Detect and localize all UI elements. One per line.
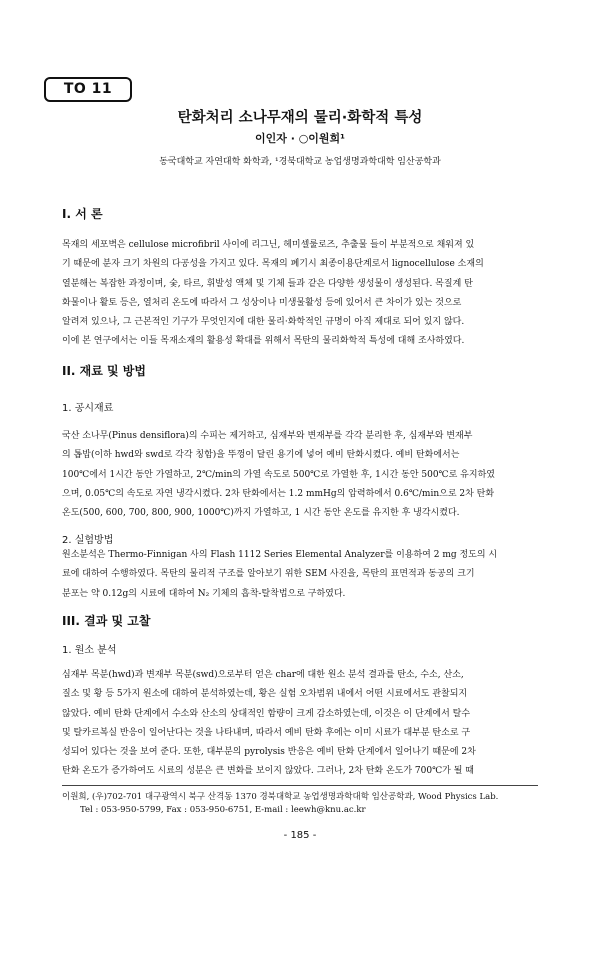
section-heading-methods: II. 재료 및 방법	[62, 364, 146, 378]
elemental-analysis-paragraph	[62, 666, 540, 782]
paragraph-line: 목재의 세포벽은 cellulose microfibril 사이에 리그닌, 헤미셀룰로즈, 추출물 들이 부분적으로 채워져 있	[62, 240, 475, 250]
paragraph-line: 성되어 있다는 것을 보여 준다. 또한, 대부분의 pyrolysis 반응은 예비 탄화 단계에서 일어나기 때문에 2차	[62, 747, 476, 758]
materials-paragraph	[62, 427, 540, 523]
paragraph-line: 않았다. 예비 탄화 단계에서 수소와 산소의 상대적인 함량이 크게 감소하였는데, 이것은 이 단계에서 탈수	[62, 708, 471, 719]
paragraph-line: 및 탈카르복실 반응이 일어난다는 것을 나타내며, 따라서 예비 탄화 후에는 이미 시료가 대부분 탄소로 구	[62, 727, 471, 738]
paragraph-line: 100℃에서 1시간 동안 가열하고, 2℃/min의 가열 속도로 500℃로 가열한 후, 1시간 동안 500℃로 유지하였	[62, 469, 495, 480]
subsection-heading-experimental-methods: 2. 실험방법	[62, 535, 114, 546]
introduction-paragraph	[62, 236, 540, 352]
paragraph-line: 화물이나 활토 등은, 열처리 온도에 따라서 그 성상이나 미생물활성 등에 있어서 큰 차이가 있는 것으로	[62, 297, 462, 308]
footnote-contact: Tel : 053-950-5799, Fax : 053-950-6751, E-mail : leewh@knu.ac.kr	[80, 805, 366, 815]
paragraph-line: 료에 대하여 수행하였다. 목탄의 물리적 구조를 알아보기 위한 SEM 사진을, 목탄의 표면적과 동공의 크기	[62, 569, 475, 580]
experimental-methods-paragraph	[62, 546, 540, 604]
paragraph-line: 이에 본 연구에서는 이들 목재소재의 활용성 확대를 위해서 목탄의 물리화학적 특성에 대해 조사하였다.	[62, 336, 465, 347]
paragraph-line: 국산 소나무(Pinus densiflora)의 수피는 제거하고, 심재부와 변재부를 각각 분리한 후, 심재부와 변재부	[62, 431, 473, 441]
paragraph-line: 질소 및 황 등 5가지 원소에 대하여 분석하였는데, 황은 실험 오차범위 내에서 어떤 시료에서도 관찰되지	[62, 689, 468, 700]
paragraph-line: 분포는 약 0.12g의 시료에 대하여 N₂ 기체의 흡착-탈착법으로 구하였다.	[62, 588, 346, 599]
footnote-divider	[62, 785, 538, 786]
section-heading-introduction: I. 서 론	[62, 207, 103, 221]
paragraph-line: 탄화 온도가 증가하여도 시료의 성분은 큰 변화를 보이지 않았다. 그러나, 2차 탄화 온도가 700℃가 될 때	[62, 766, 474, 777]
page-number: - 185 -	[283, 830, 317, 841]
footnote-address: 이원희, (우)702-701 대구광역시 북구 산격동 1370 경북대학교 농업생명과학대학 임산공학과, Wood Physics Lab.	[62, 792, 499, 802]
subsection-heading-materials: 1. 공시재료	[62, 403, 114, 414]
subsection-heading-elemental-analysis: 1. 원소 분석	[62, 645, 117, 656]
paragraph-line: 의 톱밥(이하 hwd와 swd로 각각 칭함)을 뚜껑이 달린 용기에 넣어 예비 탄화시켰다. 예비 탄화에서는	[62, 450, 460, 461]
session-tag: TO 11	[44, 77, 132, 102]
paragraph-line: 알려져 있으나, 그 근본적인 기구가 무엇인지에 대한 물리·화학적인 규명이 아직 제대로 되어 있지 않다.	[62, 317, 465, 328]
paragraph-line: 기 때문에 분자 크기 차원의 다공성을 가지고 있다. 목재의 폐기시 최종이용단계로서 lignocellulose 소재의	[62, 259, 484, 270]
paragraph-line: 으며, 0.05℃의 속도로 자연 냉각시켰다. 2차 탄화에서는 1.2 mmHg의 압력하에서 0.6℃/min으로 2차 탄화	[62, 488, 495, 499]
paper-title: 탄화처리 소나무재의 물리·화학적 특성	[177, 110, 423, 126]
authors: 이인자 · ○이원희¹	[254, 132, 345, 145]
paragraph-line: 열분해는 복잡한 과정이며, 숯, 타르, 휘발성 액체 및 기체 들과 같은 다양한 생성물이 생성된다. 목질계 탄	[62, 278, 473, 289]
affiliation: 동국대학교 자연대학 화학과, ¹경북대학교 농업생명과학대학 임산공학과	[159, 157, 441, 167]
paragraph-line: 심재부 목분(hwd)과 변재부 목분(swd)으로부터 얻은 char에 대한 원소 분석 결과를 탄소, 수소, 산소,	[62, 670, 464, 680]
section-heading-results: III. 결과 및 고찰	[62, 614, 151, 628]
paragraph-line: 온도(500, 600, 700, 800, 900, 1000℃)까지 가열하고, 1 시간 동안 온도를 유지한 후 냉각시켰다.	[62, 508, 460, 519]
paragraph-line: 원소분석은 Thermo-Finnigan 사의 Flash 1112 Series Elemental Analyzer를 이용하여 2 mg 정도의 시	[62, 550, 498, 560]
